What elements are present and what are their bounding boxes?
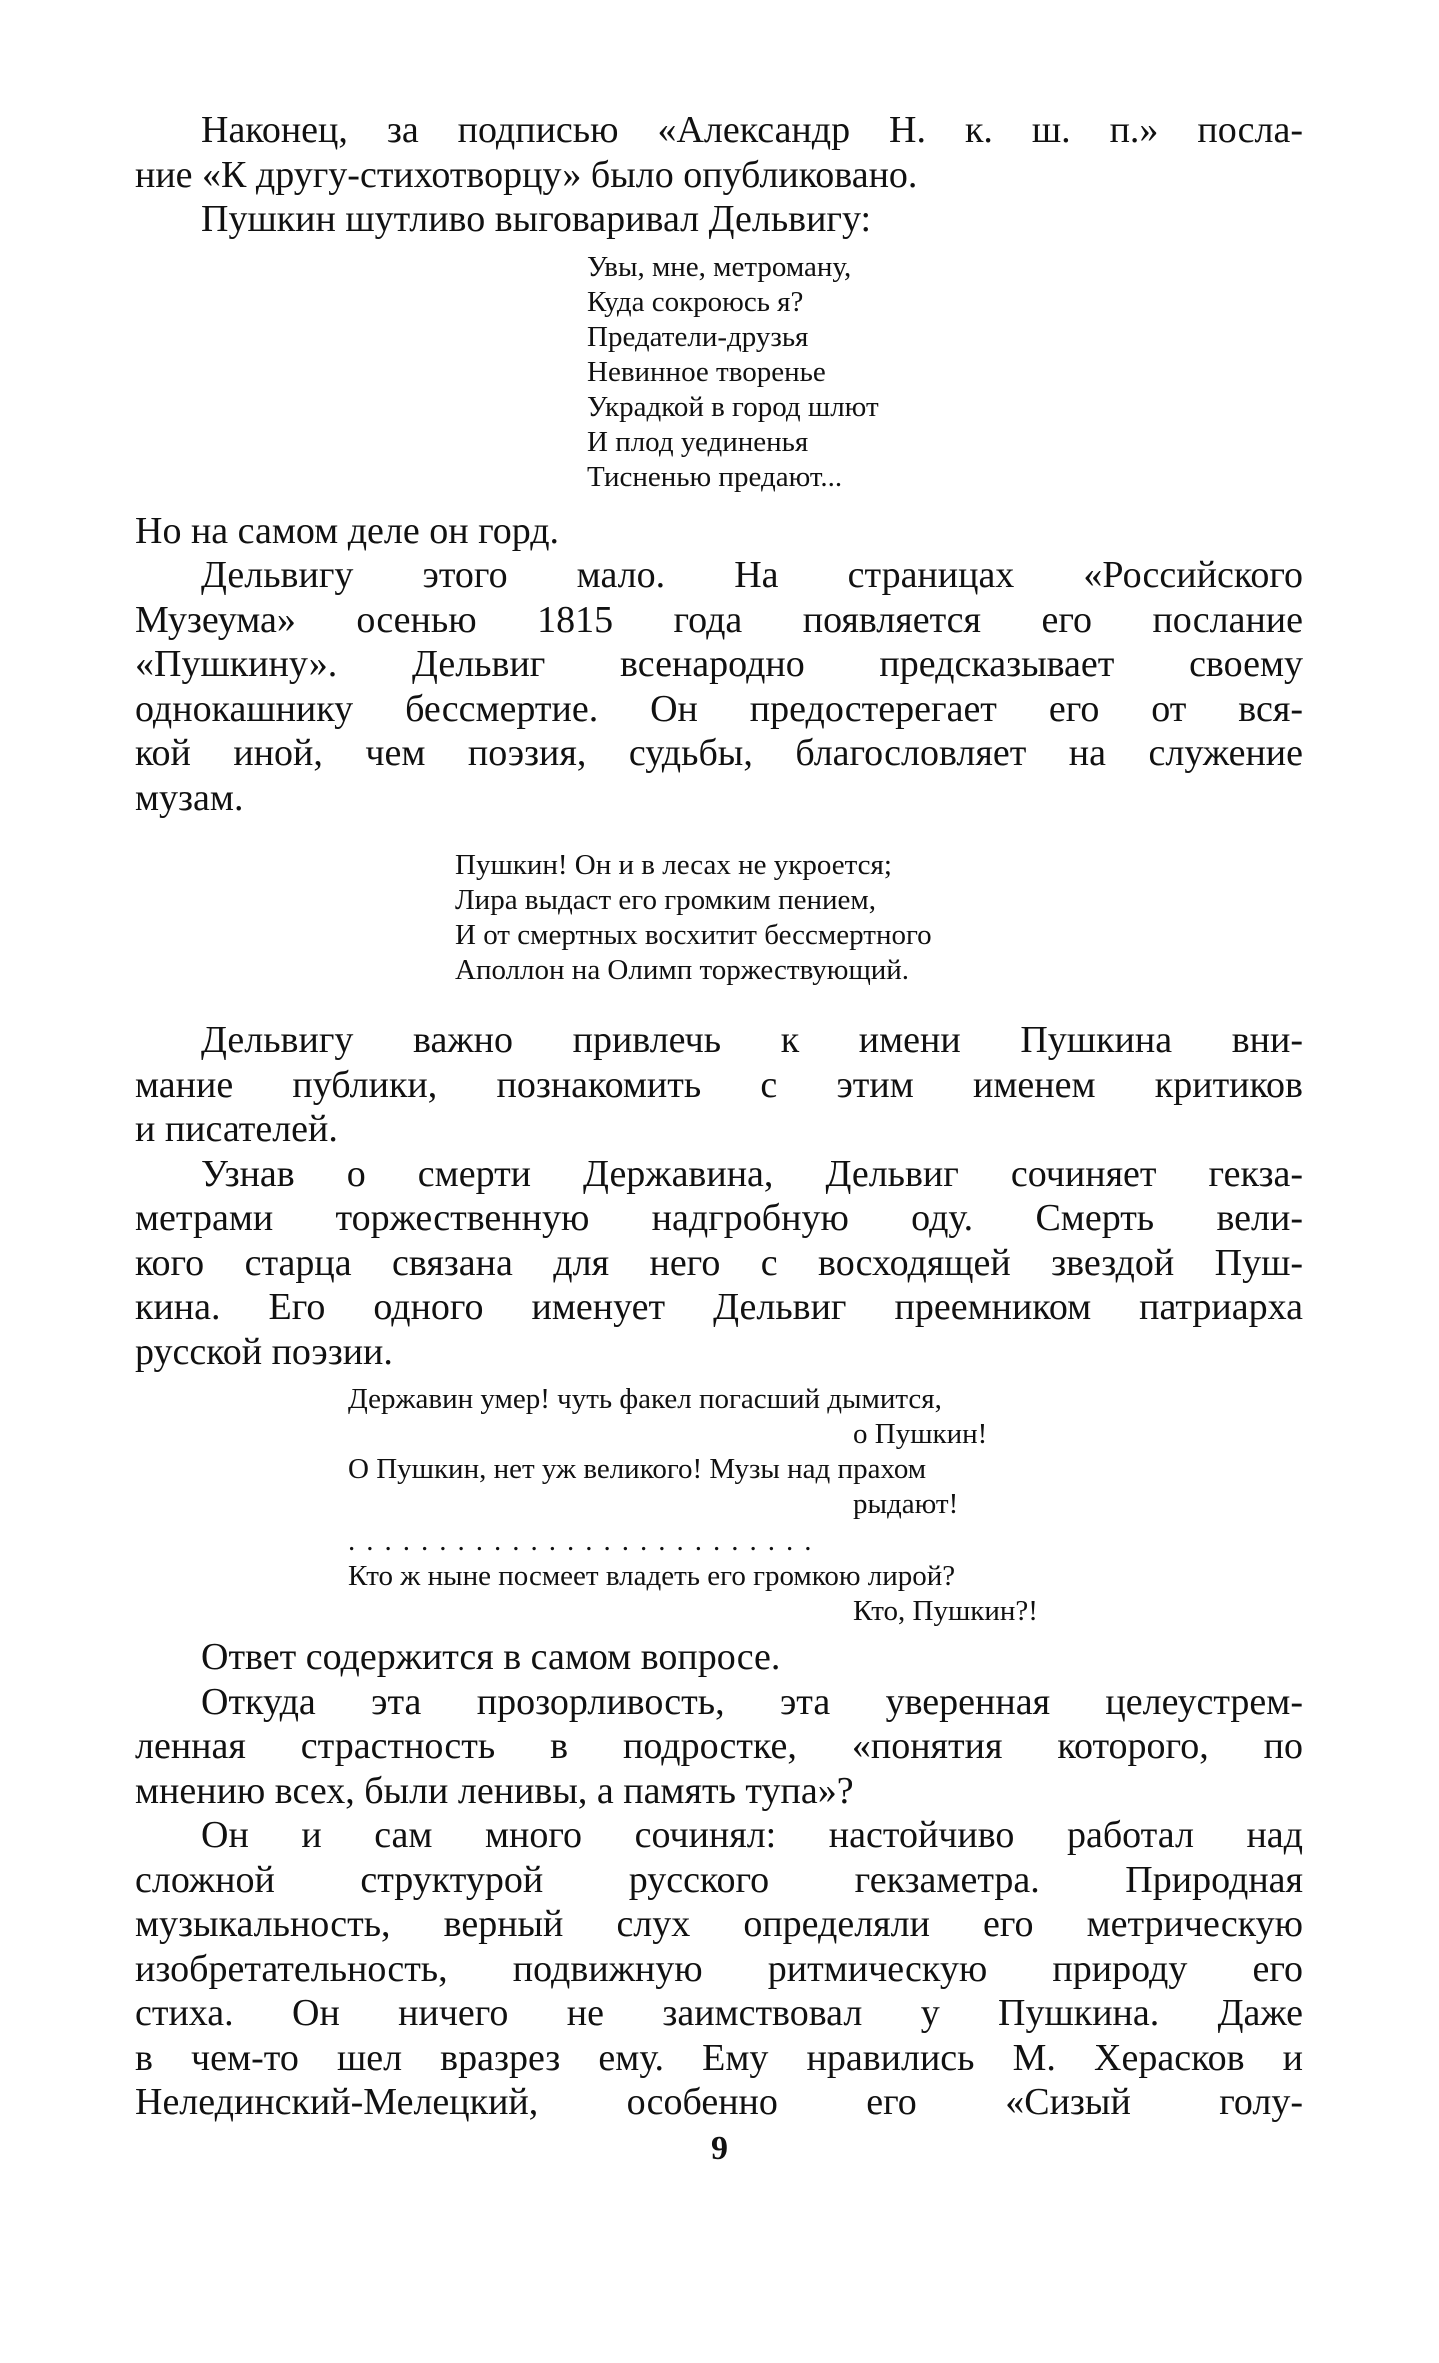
page-number: 9 [711,2130,728,2167]
verse-line: Предатели-друзья [587,320,809,353]
verse-line: Кто ж ныне посмеет владеть его громкою лирой? [348,1560,956,1592]
text-line: «Пушкину». Дельвиг всенародно предсказывает своему [135,643,1303,685]
text-line: стиха. Он ничего не заимствовал у Пушкина. Даже [135,1992,1303,2034]
text-line: в чем-то шел вразрез ему. Ему нравились М. Херасков и [135,2036,1303,2079]
text-line: музам. [135,776,244,819]
paragraph-6 [135,1152,1303,1375]
text-line: Наконец, за подписью «Александр Н. к. ш. п.» посла- [201,109,1303,151]
text-line: кина. Его одного именует Дельвиг преемником патриарха [135,1286,1303,1328]
text-line: русской поэзии. [135,1330,393,1373]
verse-3 [348,1382,1303,1629]
text-line: Музеума» осенью 1815 года появляется его послание [135,598,1303,641]
text-line: изобретательность, подвижную ритмическую природу его [135,1947,1303,1990]
text-line: музыкальность, верный слух определяли его метрическую [135,1903,1303,1945]
verse-line-continuation: рыдают! [853,1488,959,1520]
verse-line: Аполлон на Олимп торжествующий. [455,954,910,986]
text-line: сложной структурой русского гекзаметра. Природная [135,1858,1303,1901]
verse-2 [455,848,1303,988]
text-line: Дельвигу важно привлечь к имени Пушкина вни- [201,1019,1303,1061]
paragraph-7 [135,1635,1303,1680]
verse-line: И плод уединенья [587,425,809,458]
verse-1 [587,250,1303,495]
paragraph-2 [135,197,1303,242]
text-line: Но на самом деле он горд. [135,509,560,552]
verse-line-continuation: Кто, Пушкин?! [853,1595,1038,1627]
text-line: мнению всех, были ленивы, а память тупа»? [135,1769,854,1812]
verse-line: Державин умер! чуть факел погасший дымится, [348,1383,942,1415]
paragraph-5 [135,1018,1303,1152]
text-line: Откуда эта прозорливость, эта уверенная целеустрем- [201,1680,1303,1723]
text-line: Узнав о смерти Державина, Дельвиг сочиняет гекза- [201,1152,1303,1195]
text-line: кой иной, чем поэзия, судьбы, благословляет на служение [135,732,1303,774]
verse-line: Пушкин! Он и в лесах не укроется; [455,849,892,881]
text-line: и писателей. [135,1108,338,1150]
verse-line: Куда сокроюсь я? [587,285,804,318]
text-line: ние «К другу-стихотворцу» было опубликовано. [135,153,918,196]
paragraph-3 [135,509,1303,554]
text-line: Он и сам много сочинял: настойчиво работал над [201,1814,1303,1856]
text-line: метрами торжественную надгробную оду. Смерть вели- [135,1197,1303,1239]
verse-line: Лира выдаст его громким пением, [455,884,877,916]
verse-ellipsis: .......................... [348,1525,823,1557]
verse-line: О Пушкин, нет уж великого! Музы над прахом [348,1453,927,1485]
verse-line: Украдкой в город шлют [587,390,879,423]
paragraph-8 [135,1680,1303,1814]
text-line: мание публики, познакомить с этим именем критиков [135,1063,1303,1106]
text-line: Пушкин шутливо выговаривал Дельвигу: [201,198,872,240]
text-line: ленная страстность в подростке, «понятия которого, по [135,1725,1303,1767]
verse-line-continuation: о Пушкин! [853,1418,988,1450]
verse-line: И от смертных восхитит бессмертного [455,919,932,951]
paragraph-1 [135,108,1303,197]
book-page [135,108,1303,2125]
text-line: Дельвигу этого мало. На страницах «Российского [201,554,1303,596]
text-line: Ответ содержится в самом вопросе. [201,1636,781,1678]
paragraph-9 [135,1813,1303,2125]
text-line: Нелединский-Мелецкий, особенно его «Сизый голу- [135,2081,1303,2123]
verse-line: Невинное творенье [587,355,826,388]
verse-line: Тисненью предают... [587,460,843,493]
text-line: кого старца связана для него с восходящей звездой Пуш- [135,1241,1303,1284]
verse-line: Увы, мне, метроману, [587,250,852,283]
text-line: однокашнику бессмертие. Он предостерегает его от вся- [135,687,1303,730]
paragraph-4 [135,553,1303,820]
